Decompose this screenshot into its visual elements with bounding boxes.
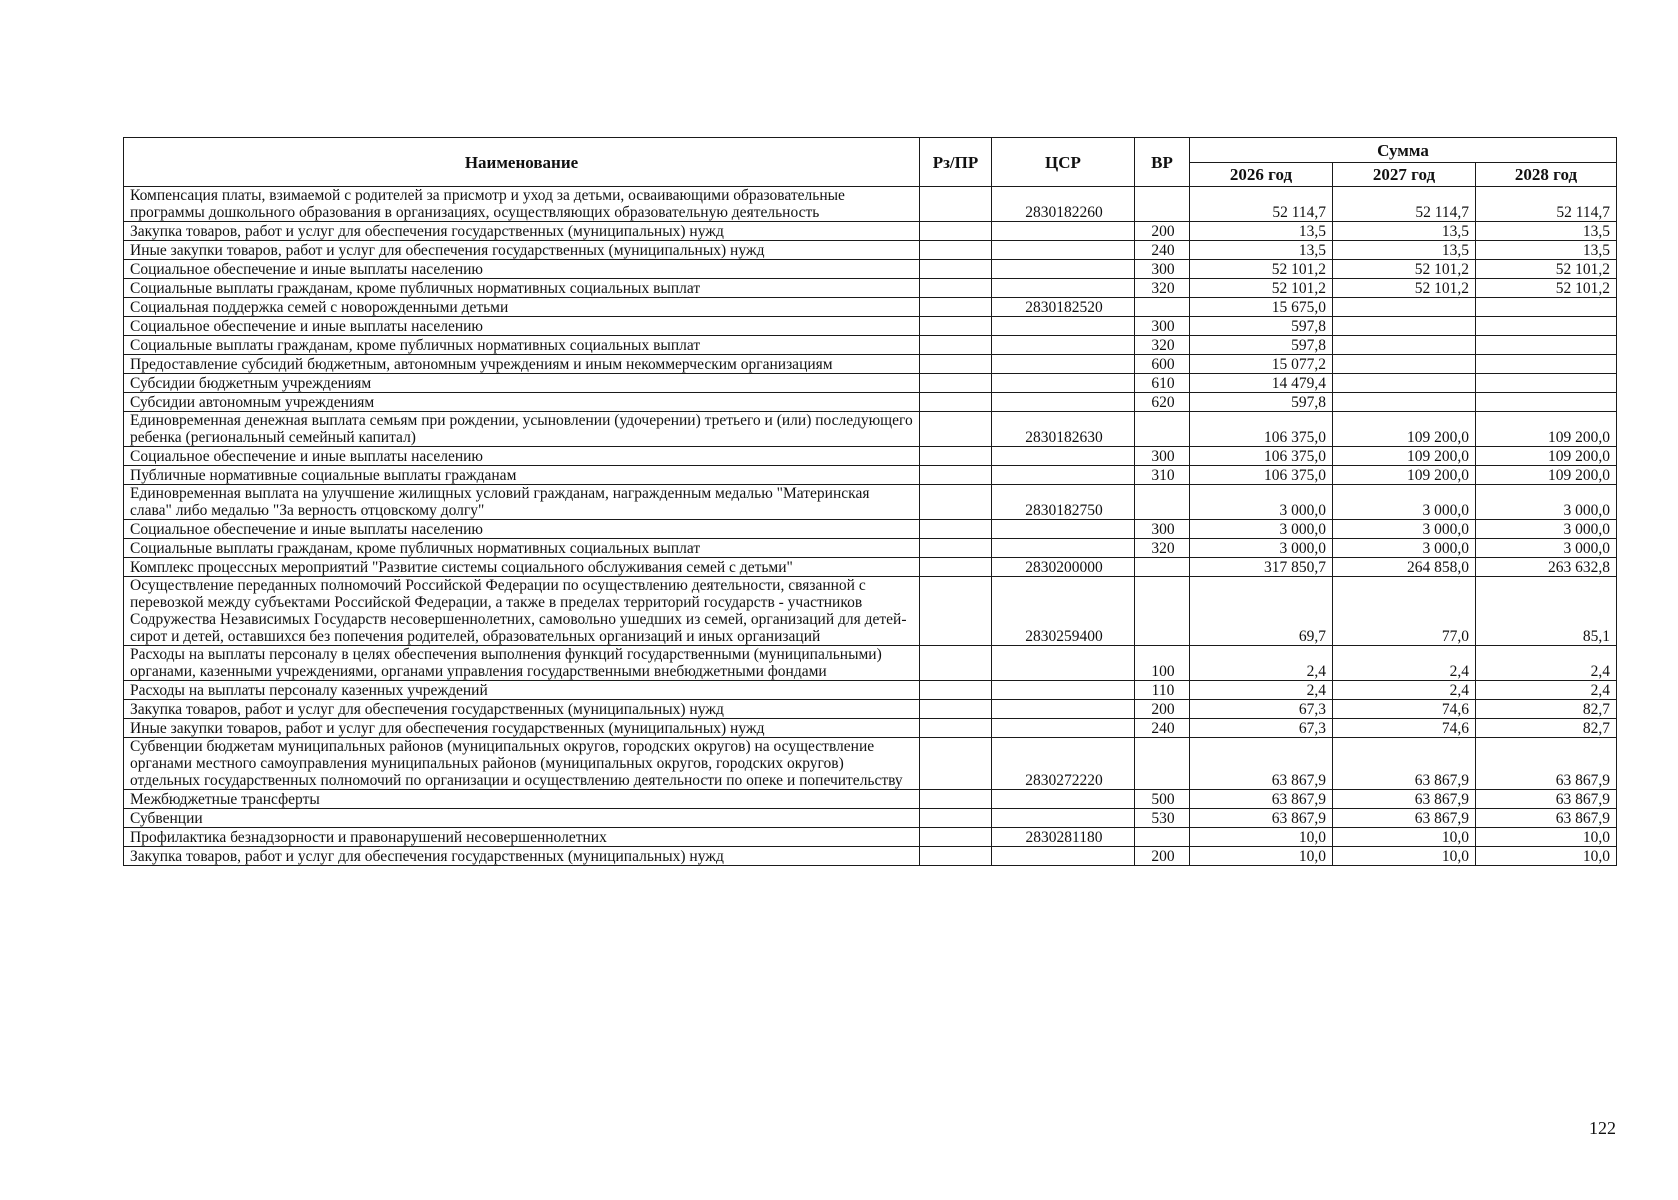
table-row <box>124 681 1617 700</box>
table-row <box>124 317 1617 336</box>
cell-sum-2028: 2,4 <box>1476 646 1617 681</box>
cell-sum-2027: 2,4 <box>1333 681 1476 700</box>
cell-sum-2028: 2,4 <box>1476 681 1617 700</box>
cell-sum-2028: 3 000,0 <box>1476 520 1617 539</box>
cell-sum-2027: 13,5 <box>1333 241 1476 260</box>
cell-sum-2028: 109 200,0 <box>1476 447 1617 466</box>
cell-csr <box>992 539 1135 558</box>
header-vr: ВР <box>1135 138 1190 187</box>
cell-sum-2027: 3 000,0 <box>1333 539 1476 558</box>
cell-rz-pr <box>920 485 992 520</box>
cell-name: Социальное обеспечение и иные выплаты населению <box>124 520 920 539</box>
cell-vr <box>1135 558 1190 577</box>
cell-vr: 600 <box>1135 355 1190 374</box>
cell-sum-2026: 13,5 <box>1190 241 1333 260</box>
cell-sum-2026: 597,8 <box>1190 393 1333 412</box>
cell-csr: 2830182260 <box>992 187 1135 222</box>
cell-sum-2027: 3 000,0 <box>1333 520 1476 539</box>
table-row <box>124 336 1617 355</box>
cell-rz-pr <box>920 738 992 790</box>
cell-rz-pr <box>920 646 992 681</box>
cell-name: Социальная поддержка семей с новорожденными детьми <box>124 298 920 317</box>
table-row <box>124 466 1617 485</box>
cell-name: Комплекс процессных мероприятий "Развитие системы социального обслуживания семей с детьми" <box>124 558 920 577</box>
cell-sum-2028 <box>1476 336 1617 355</box>
cell-vr <box>1135 577 1190 646</box>
cell-vr <box>1135 298 1190 317</box>
cell-sum-2028: 3 000,0 <box>1476 485 1617 520</box>
cell-sum-2026: 10,0 <box>1190 847 1333 866</box>
cell-rz-pr <box>920 719 992 738</box>
cell-csr <box>992 520 1135 539</box>
cell-sum-2027 <box>1333 336 1476 355</box>
cell-rz-pr <box>920 577 992 646</box>
cell-name: Субсидии бюджетным учреждениям <box>124 374 920 393</box>
table-row <box>124 828 1617 847</box>
cell-sum-2027 <box>1333 393 1476 412</box>
cell-rz-pr <box>920 241 992 260</box>
cell-sum-2026: 14 479,4 <box>1190 374 1333 393</box>
cell-sum-2027: 109 200,0 <box>1333 447 1476 466</box>
cell-sum-2026: 15 675,0 <box>1190 298 1333 317</box>
cell-vr: 300 <box>1135 447 1190 466</box>
cell-vr: 320 <box>1135 279 1190 298</box>
cell-sum-2026: 3 000,0 <box>1190 539 1333 558</box>
cell-sum-2028: 52 101,2 <box>1476 279 1617 298</box>
cell-vr <box>1135 485 1190 520</box>
cell-sum-2027: 52 101,2 <box>1333 260 1476 279</box>
cell-sum-2027: 77,0 <box>1333 577 1476 646</box>
cell-sum-2026: 10,0 <box>1190 828 1333 847</box>
cell-sum-2028: 63 867,9 <box>1476 738 1617 790</box>
cell-sum-2026: 69,7 <box>1190 577 1333 646</box>
cell-vr: 240 <box>1135 241 1190 260</box>
cell-vr: 530 <box>1135 809 1190 828</box>
cell-name: Иные закупки товаров, работ и услуг для обеспечения государственных (муниципальных) нужд <box>124 719 920 738</box>
cell-sum-2027: 264 858,0 <box>1333 558 1476 577</box>
cell-sum-2028 <box>1476 393 1617 412</box>
table-row <box>124 790 1617 809</box>
cell-sum-2027: 2,4 <box>1333 646 1476 681</box>
cell-sum-2028: 85,1 <box>1476 577 1617 646</box>
cell-vr <box>1135 738 1190 790</box>
cell-vr: 310 <box>1135 466 1190 485</box>
cell-name: Публичные нормативные социальные выплаты гражданам <box>124 466 920 485</box>
cell-rz-pr <box>920 809 992 828</box>
cell-sum-2026: 597,8 <box>1190 336 1333 355</box>
cell-vr: 100 <box>1135 646 1190 681</box>
table-row <box>124 222 1617 241</box>
cell-csr <box>992 700 1135 719</box>
cell-sum-2027: 13,5 <box>1333 222 1476 241</box>
cell-rz-pr <box>920 355 992 374</box>
table-row <box>124 187 1617 222</box>
cell-sum-2027: 3 000,0 <box>1333 485 1476 520</box>
cell-sum-2028: 63 867,9 <box>1476 809 1617 828</box>
table-row <box>124 577 1617 646</box>
cell-name: Социальные выплаты гражданам, кроме публичных нормативных социальных выплат <box>124 279 920 298</box>
table-row <box>124 241 1617 260</box>
cell-sum-2026: 63 867,9 <box>1190 738 1333 790</box>
cell-name: Расходы на выплаты персоналу казенных учреждений <box>124 681 920 700</box>
table-row <box>124 719 1617 738</box>
cell-name: Социальное обеспечение и иные выплаты населению <box>124 317 920 336</box>
cell-sum-2028 <box>1476 317 1617 336</box>
cell-csr <box>992 790 1135 809</box>
cell-sum-2027: 52 101,2 <box>1333 279 1476 298</box>
cell-vr: 300 <box>1135 260 1190 279</box>
table-row <box>124 355 1617 374</box>
cell-sum-2028: 10,0 <box>1476 828 1617 847</box>
cell-rz-pr <box>920 447 992 466</box>
cell-sum-2026: 52 114,7 <box>1190 187 1333 222</box>
cell-sum-2026: 63 867,9 <box>1190 809 1333 828</box>
cell-vr: 320 <box>1135 336 1190 355</box>
cell-csr: 2830272220 <box>992 738 1135 790</box>
cell-vr: 300 <box>1135 520 1190 539</box>
cell-sum-2027: 74,6 <box>1333 700 1476 719</box>
cell-sum-2028: 13,5 <box>1476 241 1617 260</box>
cell-rz-pr <box>920 279 992 298</box>
cell-csr: 2830200000 <box>992 558 1135 577</box>
table-row <box>124 447 1617 466</box>
cell-sum-2027 <box>1333 374 1476 393</box>
cell-rz-pr <box>920 520 992 539</box>
table-row <box>124 558 1617 577</box>
cell-name: Субвенции бюджетам муниципальных районов (муниципальных округов, городских округов) на осуществление органами местного самоуправления муниципальных районов (муниципальных округов, городских округов) отдельных государственных полномочий по организации и осуществлению деятельности по опеке и попечительству <box>124 738 920 790</box>
header-rz-pr: Рз/ПР <box>920 138 992 187</box>
table-row <box>124 646 1617 681</box>
cell-name: Закупка товаров, работ и услуг для обеспечения государственных (муниципальных) нужд <box>124 700 920 719</box>
cell-csr: 2830182630 <box>992 412 1135 447</box>
cell-sum-2027 <box>1333 355 1476 374</box>
cell-sum-2027: 52 114,7 <box>1333 187 1476 222</box>
cell-sum-2028: 263 632,8 <box>1476 558 1617 577</box>
cell-sum-2026: 13,5 <box>1190 222 1333 241</box>
table-row <box>124 485 1617 520</box>
header-name: Наименование <box>124 138 920 187</box>
cell-rz-pr <box>920 539 992 558</box>
table-row <box>124 539 1617 558</box>
cell-sum-2027: 10,0 <box>1333 828 1476 847</box>
cell-vr: 200 <box>1135 222 1190 241</box>
cell-sum-2027: 63 867,9 <box>1333 738 1476 790</box>
cell-vr: 240 <box>1135 719 1190 738</box>
cell-name: Компенсация платы, взимаемой с родителей за присмотр и уход за детьми, осваивающими образовательные программы дошкольного образования в организациях, осуществляющих образовательную деятельность <box>124 187 920 222</box>
cell-rz-pr <box>920 260 992 279</box>
cell-rz-pr <box>920 700 992 719</box>
cell-name: Единовременная денежная выплата семьям при рождении, усыновлении (удочерении) третьего и (или) последующего ребенка (региональный семейный капитал) <box>124 412 920 447</box>
table-row <box>124 393 1617 412</box>
cell-sum-2028: 82,7 <box>1476 719 1617 738</box>
cell-csr: 2830182520 <box>992 298 1135 317</box>
cell-sum-2026: 67,3 <box>1190 719 1333 738</box>
cell-name: Межбюджетные трансферты <box>124 790 920 809</box>
cell-sum-2028 <box>1476 355 1617 374</box>
cell-csr <box>992 374 1135 393</box>
cell-sum-2026: 52 101,2 <box>1190 279 1333 298</box>
cell-sum-2027: 63 867,9 <box>1333 790 1476 809</box>
cell-sum-2028 <box>1476 298 1617 317</box>
cell-vr: 200 <box>1135 847 1190 866</box>
cell-rz-pr <box>920 681 992 700</box>
table-header <box>124 138 1617 187</box>
budget-table <box>123 137 1617 866</box>
header-year-2028: 2028 год <box>1476 163 1617 187</box>
cell-csr: 2830182750 <box>992 485 1135 520</box>
cell-vr: 500 <box>1135 790 1190 809</box>
cell-csr <box>992 355 1135 374</box>
cell-sum-2026: 317 850,7 <box>1190 558 1333 577</box>
cell-rz-pr <box>920 847 992 866</box>
cell-sum-2027: 63 867,9 <box>1333 809 1476 828</box>
cell-vr: 300 <box>1135 317 1190 336</box>
cell-rz-pr <box>920 187 992 222</box>
table-row <box>124 298 1617 317</box>
cell-vr: 610 <box>1135 374 1190 393</box>
table-body <box>124 187 1617 866</box>
cell-csr <box>992 241 1135 260</box>
cell-name: Социальные выплаты гражданам, кроме публичных нормативных социальных выплат <box>124 539 920 558</box>
cell-csr <box>992 393 1135 412</box>
cell-sum-2026: 67,3 <box>1190 700 1333 719</box>
cell-csr: 2830281180 <box>992 828 1135 847</box>
cell-sum-2026: 106 375,0 <box>1190 447 1333 466</box>
header-csr: ЦСР <box>992 138 1135 187</box>
cell-rz-pr <box>920 790 992 809</box>
cell-name: Социальное обеспечение и иные выплаты населению <box>124 260 920 279</box>
cell-vr: 620 <box>1135 393 1190 412</box>
cell-sum-2026: 63 867,9 <box>1190 790 1333 809</box>
cell-sum-2026: 597,8 <box>1190 317 1333 336</box>
header-sum: Сумма <box>1190 138 1617 163</box>
table-row <box>124 847 1617 866</box>
cell-sum-2027: 109 200,0 <box>1333 412 1476 447</box>
cell-sum-2027 <box>1333 298 1476 317</box>
cell-sum-2028: 109 200,0 <box>1476 466 1617 485</box>
cell-sum-2028: 13,5 <box>1476 222 1617 241</box>
cell-rz-pr <box>920 558 992 577</box>
cell-name: Расходы на выплаты персоналу в целях обеспечения выполнения функций государственными (муниципальными) органами, казенными учреждениями, органами управления государственными внебюджетными фондами <box>124 646 920 681</box>
cell-vr: 110 <box>1135 681 1190 700</box>
cell-sum-2028: 52 114,7 <box>1476 187 1617 222</box>
cell-vr: 320 <box>1135 539 1190 558</box>
table-row <box>124 260 1617 279</box>
cell-sum-2027: 10,0 <box>1333 847 1476 866</box>
cell-rz-pr <box>920 336 992 355</box>
cell-sum-2027: 74,6 <box>1333 719 1476 738</box>
cell-csr <box>992 466 1135 485</box>
cell-vr <box>1135 828 1190 847</box>
cell-name: Закупка товаров, работ и услуг для обеспечения государственных (муниципальных) нужд <box>124 847 920 866</box>
page-number: 122 <box>1589 1118 1616 1138</box>
cell-csr <box>992 847 1135 866</box>
cell-name: Социальное обеспечение и иные выплаты населению <box>124 447 920 466</box>
cell-csr <box>992 447 1135 466</box>
cell-name: Единовременная выплата на улучшение жилищных условий гражданам, награжденным медалью "Материнская слава" либо медалью "За верность отцовскому долгу" <box>124 485 920 520</box>
cell-sum-2026: 2,4 <box>1190 646 1333 681</box>
table-row <box>124 374 1617 393</box>
cell-rz-pr <box>920 393 992 412</box>
table-row <box>124 520 1617 539</box>
cell-csr <box>992 260 1135 279</box>
table-row <box>124 279 1617 298</box>
cell-rz-pr <box>920 374 992 393</box>
cell-csr <box>992 336 1135 355</box>
cell-sum-2026: 52 101,2 <box>1190 260 1333 279</box>
cell-sum-2026: 15 077,2 <box>1190 355 1333 374</box>
cell-rz-pr <box>920 317 992 336</box>
cell-vr: 200 <box>1135 700 1190 719</box>
cell-name: Субвенции <box>124 809 920 828</box>
cell-csr <box>992 279 1135 298</box>
cell-sum-2026: 106 375,0 <box>1190 412 1333 447</box>
cell-sum-2027: 109 200,0 <box>1333 466 1476 485</box>
cell-sum-2028: 10,0 <box>1476 847 1617 866</box>
table-row <box>124 412 1617 447</box>
header-year-2027: 2027 год <box>1333 163 1476 187</box>
table-row <box>124 809 1617 828</box>
cell-rz-pr <box>920 466 992 485</box>
cell-name: Социальные выплаты гражданам, кроме публичных нормативных социальных выплат <box>124 336 920 355</box>
cell-csr: 2830259400 <box>992 577 1135 646</box>
cell-sum-2026: 3 000,0 <box>1190 485 1333 520</box>
cell-sum-2026: 106 375,0 <box>1190 466 1333 485</box>
cell-sum-2028: 63 867,9 <box>1476 790 1617 809</box>
cell-sum-2026: 3 000,0 <box>1190 520 1333 539</box>
cell-rz-pr <box>920 222 992 241</box>
cell-name: Закупка товаров, работ и услуг для обеспечения государственных (муниципальных) нужд <box>124 222 920 241</box>
cell-name: Осуществление переданных полномочий Российской Федерации по осуществлению деятельности, связанной с перевозкой между субъектами Российской Федерации, а также в пределах территорий государств - участников Содружества Независимых Государств несовершеннолетних, самовольно ушедших из семей, организаций для детей-сирот и детей, оставшихся без попечения родителей, образовательных организаций и иных организаций <box>124 577 920 646</box>
cell-name: Субсидии автономным учреждениям <box>124 393 920 412</box>
cell-csr <box>992 681 1135 700</box>
cell-sum-2028: 82,7 <box>1476 700 1617 719</box>
cell-name: Иные закупки товаров, работ и услуг для обеспечения государственных (муниципальных) нужд <box>124 241 920 260</box>
header-year-2026: 2026 год <box>1190 163 1333 187</box>
table-row <box>124 700 1617 719</box>
cell-vr <box>1135 187 1190 222</box>
cell-rz-pr <box>920 298 992 317</box>
cell-sum-2028: 3 000,0 <box>1476 539 1617 558</box>
cell-csr <box>992 646 1135 681</box>
table-row <box>124 738 1617 790</box>
cell-sum-2028: 52 101,2 <box>1476 260 1617 279</box>
cell-vr <box>1135 412 1190 447</box>
cell-csr <box>992 719 1135 738</box>
cell-sum-2028 <box>1476 374 1617 393</box>
cell-sum-2026: 2,4 <box>1190 681 1333 700</box>
cell-name: Профилактика безнадзорности и правонарушений несовершеннолетних <box>124 828 920 847</box>
cell-csr <box>992 317 1135 336</box>
cell-rz-pr <box>920 412 992 447</box>
cell-sum-2027 <box>1333 317 1476 336</box>
cell-csr <box>992 222 1135 241</box>
cell-sum-2028: 109 200,0 <box>1476 412 1617 447</box>
cell-name: Предоставление субсидий бюджетным, автономным учреждениям и иным некоммерческим организациям <box>124 355 920 374</box>
cell-csr <box>992 809 1135 828</box>
cell-rz-pr <box>920 828 992 847</box>
